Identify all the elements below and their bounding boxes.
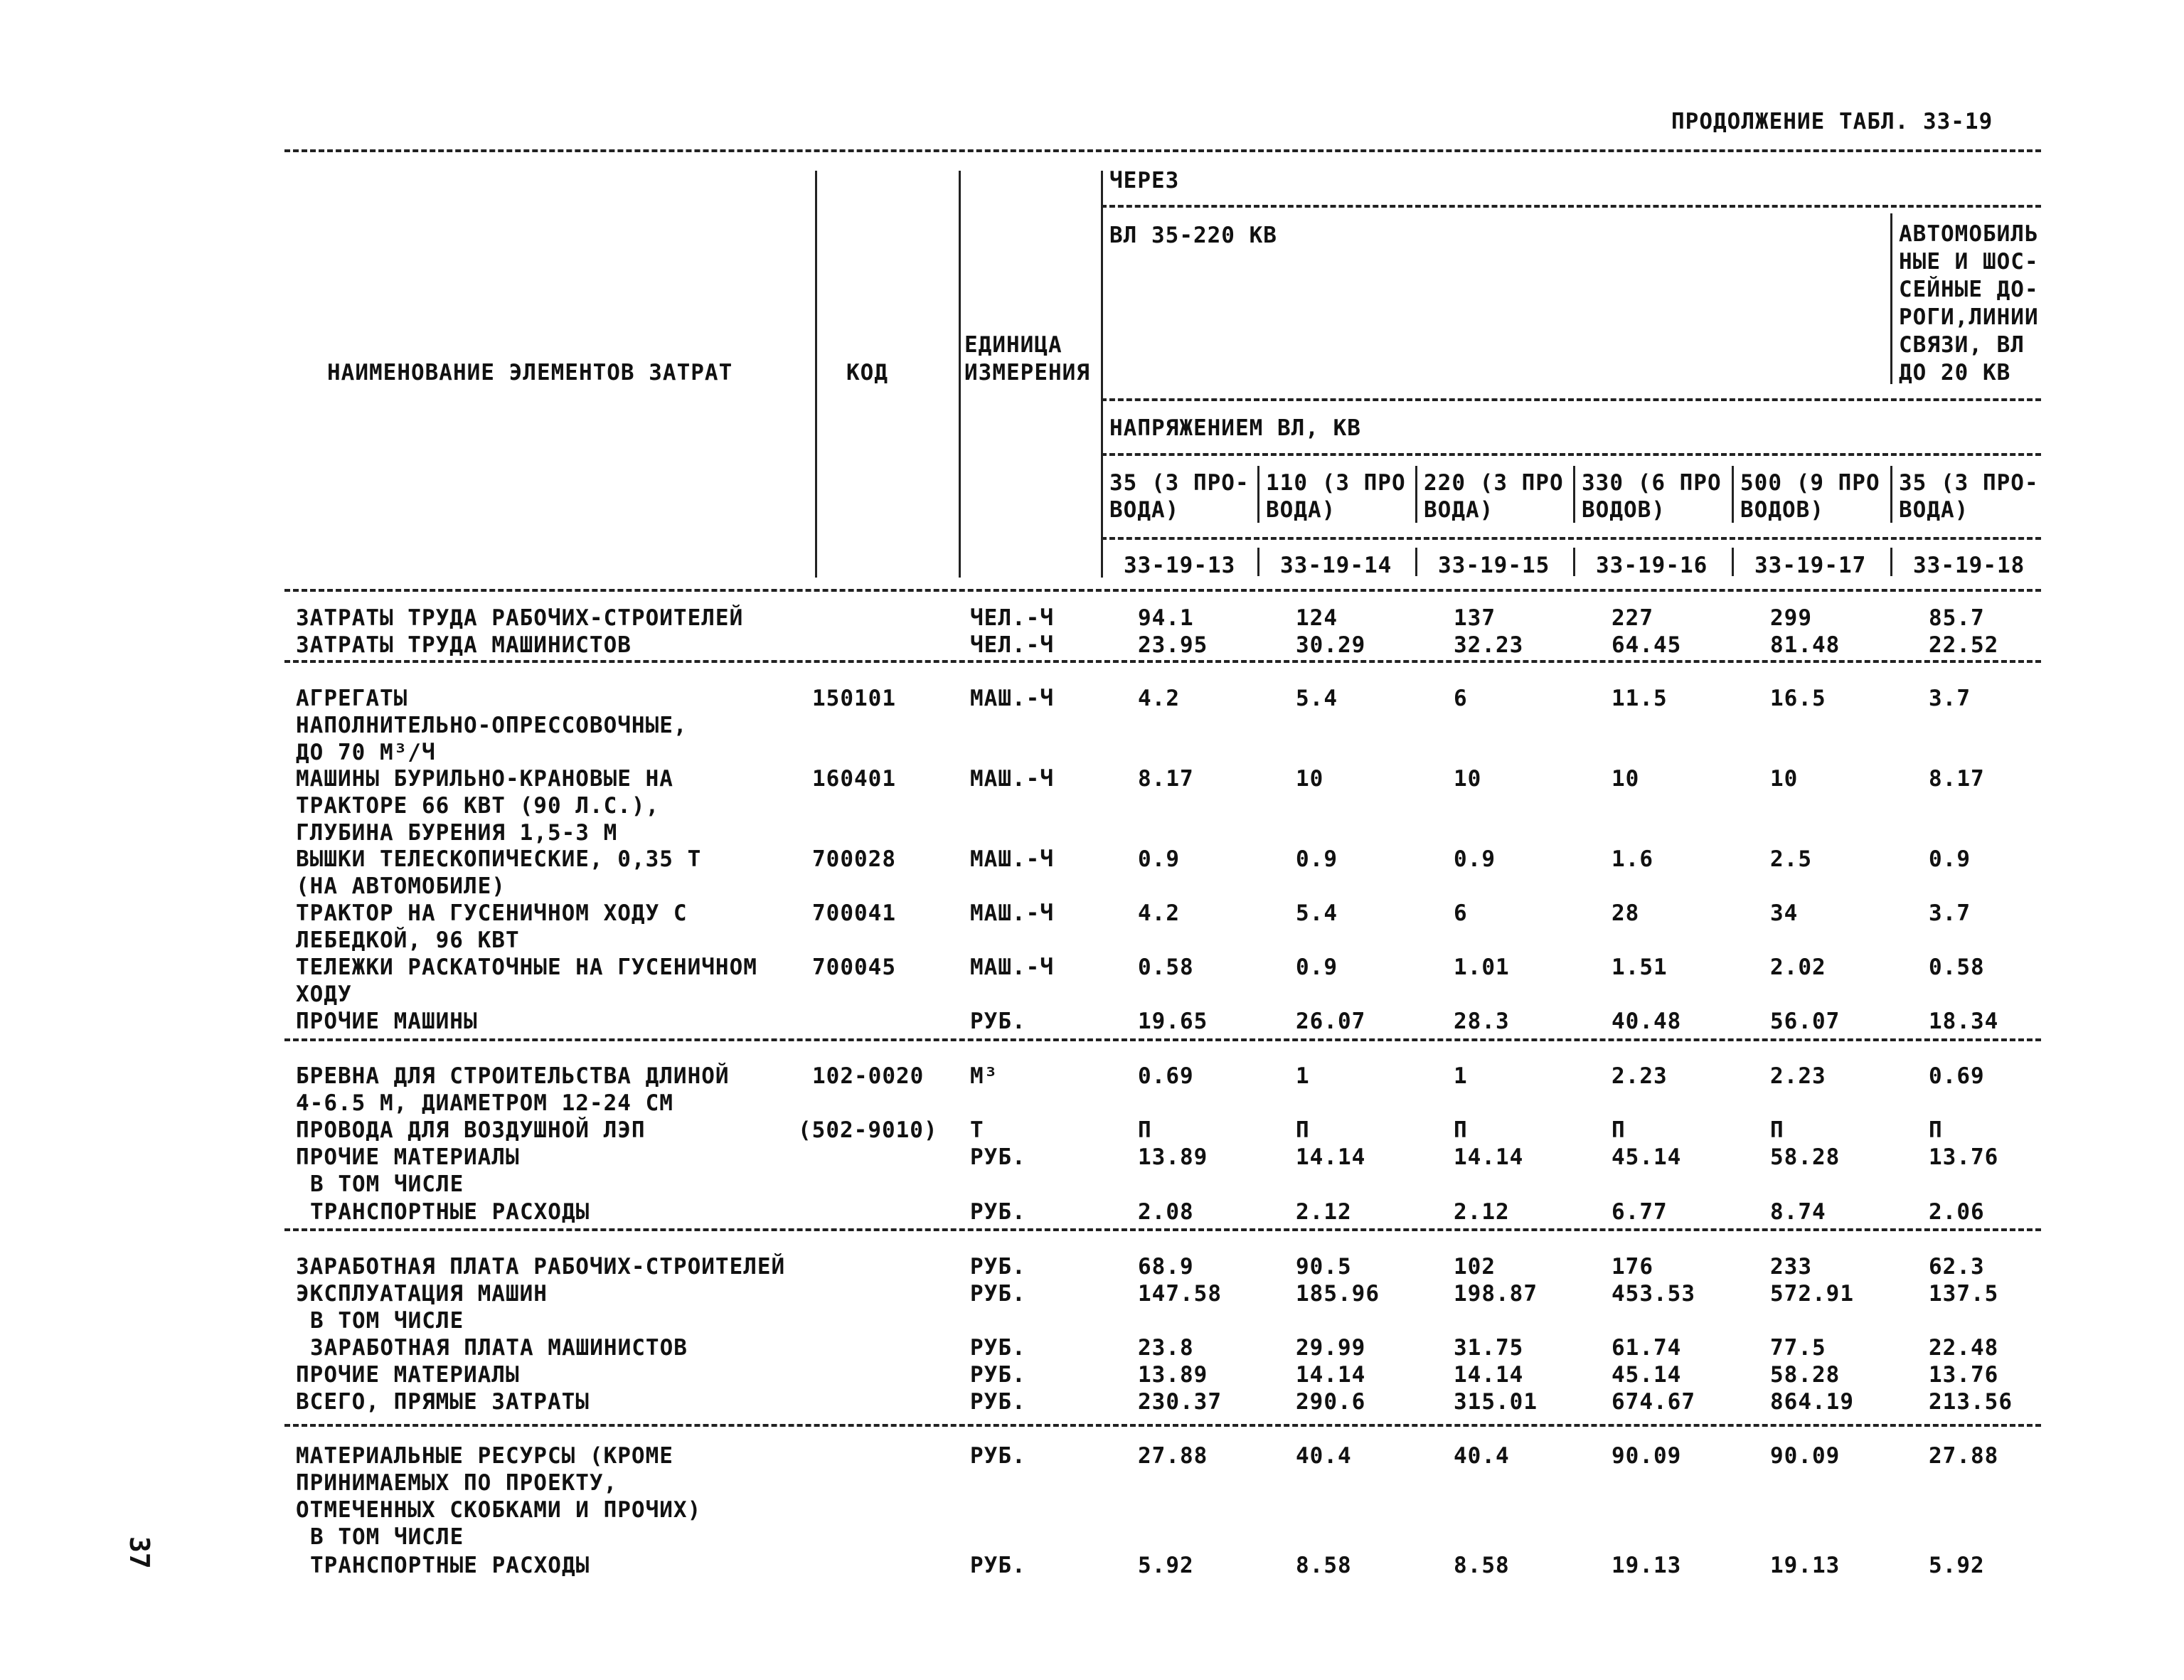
subcol-2-line2: ВОДА) xyxy=(1266,497,1336,523)
row-value: 22.48 xyxy=(1929,1335,1999,1361)
row-value: 61.74 xyxy=(1612,1335,1682,1361)
row-value: 85.7 xyxy=(1929,605,1985,631)
row-name-line: В ТОМ ЧИСЛЕ xyxy=(310,1171,464,1197)
header-roads-5: СВЯЗИ, ВЛ xyxy=(1899,332,2025,358)
page-number: 37 xyxy=(124,1536,155,1569)
row-value: 0.69 xyxy=(1138,1063,1194,1089)
row-value: 2.06 xyxy=(1929,1199,1985,1225)
row-value: 8.17 xyxy=(1929,766,1985,792)
header-roads-2: НЫЕ И ШОС- xyxy=(1899,249,2039,275)
row-unit: РУБ. xyxy=(970,1389,1026,1415)
row-name-line: ЛЕБЕДКОЙ, 96 КВТ xyxy=(296,927,520,953)
header-unit-1: ЕДИНИЦА xyxy=(964,332,1062,358)
row-value: 2.23 xyxy=(1770,1063,1826,1089)
header-roads-4: РОГИ,ЛИНИИ xyxy=(1899,304,2039,330)
row-code: 150101 xyxy=(812,686,896,711)
rule-header-1 xyxy=(1101,205,2041,208)
row-unit: МАШ.-Ч xyxy=(970,900,1054,926)
row-code: (502-9010) xyxy=(798,1117,938,1143)
row-name-line: ПРОЧИЕ МАШИНЫ xyxy=(296,1009,478,1034)
header-roads-1: АВТОМОБИЛЬ xyxy=(1899,221,2039,247)
row-value: 102 xyxy=(1454,1254,1496,1280)
row-value: 19.65 xyxy=(1138,1009,1208,1034)
row-value: 81.48 xyxy=(1770,632,1841,658)
row-value: 19.13 xyxy=(1612,1553,1682,1578)
row-value: 0.9 xyxy=(1296,846,1338,872)
row-name-line: 4-6.5 М, ДИАМЕТРОМ 12-24 СМ xyxy=(296,1090,673,1116)
row-value: 26.07 xyxy=(1296,1009,1366,1034)
header-voltage: НАПРЯЖЕНИЕМ ВЛ, КВ xyxy=(1109,415,1361,441)
row-value: 40.48 xyxy=(1612,1009,1682,1034)
col-code-5: 33-19-17 xyxy=(1754,553,1867,578)
row-value: 31.75 xyxy=(1454,1335,1524,1361)
row-value: 16.5 xyxy=(1770,686,1826,711)
rule-top xyxy=(284,149,2041,152)
row-value: 137 xyxy=(1454,605,1496,631)
row-code: 700041 xyxy=(812,900,896,926)
row-value: 23.95 xyxy=(1138,632,1208,658)
header-through: ЧЕРЕЗ xyxy=(1109,168,1180,193)
row-code: 160401 xyxy=(812,766,896,792)
row-value: 14.14 xyxy=(1296,1362,1366,1388)
row-value: 14.14 xyxy=(1454,1362,1524,1388)
row-unit: РУБ. xyxy=(970,1254,1026,1280)
row-value: 198.87 xyxy=(1454,1281,1538,1307)
col-code-2: 33-19-14 xyxy=(1280,553,1392,578)
row-value: 30.29 xyxy=(1296,632,1366,658)
row-name-line: ТЕЛЕЖКИ РАСКАТОЧНЫЕ НА ГУСЕНИЧНОМ xyxy=(296,955,757,980)
vline-sub-2 xyxy=(1415,466,1417,523)
rule-header-3 xyxy=(1101,453,2041,456)
row-value: 10 xyxy=(1296,766,1324,792)
row-value: 45.14 xyxy=(1612,1144,1682,1170)
subcol-3-line1: 220 (3 ПРО xyxy=(1424,470,1564,496)
row-unit: РУБ. xyxy=(970,1281,1026,1307)
row-value: 8.58 xyxy=(1454,1553,1510,1578)
row-value: 77.5 xyxy=(1770,1335,1826,1361)
row-value: 8.74 xyxy=(1770,1199,1826,1225)
row-value: 32.23 xyxy=(1454,632,1524,658)
row-value: П xyxy=(1770,1117,1784,1143)
row-name-line: ПРОЧИЕ МАТЕРИАЛЫ xyxy=(296,1144,520,1170)
row-value: 90.09 xyxy=(1770,1443,1841,1469)
row-code: 700045 xyxy=(812,955,896,980)
row-value: 1.6 xyxy=(1612,846,1653,872)
row-value: П xyxy=(1454,1117,1468,1143)
vline-sub-5 xyxy=(1890,466,1892,523)
row-value: 147.58 xyxy=(1138,1281,1222,1307)
rule-header-4 xyxy=(1101,537,2041,540)
row-value: 5.4 xyxy=(1296,900,1338,926)
row-value: 22.52 xyxy=(1929,632,1999,658)
subcol-6-line2: ВОДА) xyxy=(1899,497,1969,523)
row-value: 137.5 xyxy=(1929,1281,1999,1307)
row-value: 6 xyxy=(1454,900,1468,926)
row-unit: РУБ. xyxy=(970,1443,1026,1469)
row-value: 8.17 xyxy=(1138,766,1194,792)
row-name-line: МАШИНЫ БУРИЛЬНО-КРАНОВЫЕ НА xyxy=(296,766,673,792)
row-value: 864.19 xyxy=(1770,1389,1854,1415)
header-vl-group: ВЛ 35-220 КВ xyxy=(1109,223,1277,248)
row-unit: МАШ.-Ч xyxy=(970,686,1054,711)
row-name-line: ПРОВОДА ДЛЯ ВОЗДУШНОЙ ЛЭП xyxy=(296,1117,646,1143)
row-value: 2.5 xyxy=(1770,846,1812,872)
row-name-line: ТРАНСПОРТНЫЕ РАСХОДЫ xyxy=(310,1199,590,1225)
vline-values-left xyxy=(1101,171,1103,578)
row-value: 185.96 xyxy=(1296,1281,1380,1307)
row-value: 2.08 xyxy=(1138,1199,1194,1225)
row-unit: РУБ. xyxy=(970,1144,1026,1170)
row-value: 233 xyxy=(1770,1254,1812,1280)
row-value: 19.13 xyxy=(1770,1553,1841,1578)
subcol-2-line1: 110 (3 ПРО xyxy=(1266,470,1406,496)
row-value: 3.7 xyxy=(1929,686,1971,711)
row-name-line: АГРЕГАТЫ xyxy=(296,686,408,711)
row-name-line: БРЕВНА ДЛЯ СТРОИТЕЛЬСТВА ДЛИНОЙ xyxy=(296,1063,730,1089)
row-name-line: ПРОЧИЕ МАТЕРИАЛЫ xyxy=(296,1362,520,1388)
vline-code-5 xyxy=(1890,548,1892,576)
row-value: 58.28 xyxy=(1770,1362,1841,1388)
row-unit: РУБ. xyxy=(970,1335,1026,1361)
row-value: П xyxy=(1138,1117,1152,1143)
row-value: 45.14 xyxy=(1612,1362,1682,1388)
section-divider xyxy=(284,1038,2041,1041)
row-unit: М³ xyxy=(970,1063,998,1089)
continuation-label: ПРОДОЛЖЕНИЕ ТАБЛ. 33-19 xyxy=(1671,109,1993,134)
subcol-3-line2: ВОДА) xyxy=(1424,497,1494,523)
row-value: 40.4 xyxy=(1454,1443,1510,1469)
row-name-line: ВСЕГО, ПРЯМЫЕ ЗАТРАТЫ xyxy=(296,1389,590,1415)
row-unit: РУБ. xyxy=(970,1362,1026,1388)
row-unit: МАШ.-Ч xyxy=(970,766,1054,792)
row-value: 13.89 xyxy=(1138,1144,1208,1170)
row-value: 213.56 xyxy=(1929,1389,2013,1415)
row-name-line: (НА АВТОМОБИЛЕ) xyxy=(296,873,506,899)
row-name-line: ПРИНИМАЕМЫХ ПО ПРОЕКТУ, xyxy=(296,1470,618,1496)
row-value: 18.34 xyxy=(1929,1009,1999,1034)
section-divider xyxy=(284,1424,2041,1427)
row-value: 23.8 xyxy=(1138,1335,1194,1361)
header-roads-6: ДО 20 КВ xyxy=(1899,360,2011,386)
row-name-line: ТРАНСПОРТНЫЕ РАСХОДЫ xyxy=(310,1553,590,1578)
col-code-3: 33-19-15 xyxy=(1438,553,1550,578)
row-unit: МАШ.-Ч xyxy=(970,846,1054,872)
row-value: 10 xyxy=(1770,766,1799,792)
vline-roads xyxy=(1890,213,1892,384)
vline-code-1 xyxy=(1257,548,1259,576)
row-name-line: ОТМЕЧЕННЫХ СКОБКАМИ И ПРОЧИХ) xyxy=(296,1497,702,1523)
row-value: 1.51 xyxy=(1612,955,1668,980)
section-divider xyxy=(284,1228,2041,1231)
row-name-line: ЗАРАБОТНАЯ ПЛАТА РАБОЧИХ-СТРОИТЕЛЕЙ xyxy=(296,1254,786,1280)
vline-sub-3 xyxy=(1573,466,1575,523)
row-value: 5.92 xyxy=(1929,1553,1985,1578)
row-value: 4.2 xyxy=(1138,686,1180,711)
row-name-line: ТРАКТОРЕ 66 КВТ (90 Л.С.), xyxy=(296,793,660,819)
subcol-5-line1: 500 (9 ПРО xyxy=(1740,470,1880,496)
row-value: 4.2 xyxy=(1138,900,1180,926)
row-value: 27.88 xyxy=(1929,1443,1999,1469)
row-value: 0.9 xyxy=(1454,846,1496,872)
row-value: 6 xyxy=(1454,686,1468,711)
row-value: П xyxy=(1929,1117,1943,1143)
row-value: 13.89 xyxy=(1138,1362,1208,1388)
row-value: 3.7 xyxy=(1929,900,1971,926)
row-value: 299 xyxy=(1770,605,1812,631)
row-unit: МАШ.-Ч xyxy=(970,955,1054,980)
row-value: 2.02 xyxy=(1770,955,1826,980)
row-value: 6.77 xyxy=(1612,1199,1668,1225)
row-value: 10 xyxy=(1454,766,1482,792)
row-value: 64.45 xyxy=(1612,632,1682,658)
row-value: 0.69 xyxy=(1929,1063,1985,1089)
row-value: П xyxy=(1612,1117,1626,1143)
row-name-line: ХОДУ xyxy=(296,982,352,1007)
row-value: 227 xyxy=(1612,605,1653,631)
row-value: 0.58 xyxy=(1929,955,1985,980)
row-value: 453.53 xyxy=(1612,1281,1695,1307)
row-value: 0.9 xyxy=(1138,846,1180,872)
vline-code-3 xyxy=(1573,548,1575,576)
row-unit: РУБ. xyxy=(970,1009,1026,1034)
row-value: 674.67 xyxy=(1612,1389,1695,1415)
vline-code-left xyxy=(815,171,817,578)
subcol-1-line1: 35 (3 ПРО- xyxy=(1109,470,1250,496)
row-name-line: ДО 70 М³/Ч xyxy=(296,740,436,765)
row-unit: ЧЕЛ.-Ч xyxy=(970,605,1054,631)
subcol-4-line1: 330 (6 ПРО xyxy=(1582,470,1722,496)
row-value: 315.01 xyxy=(1454,1389,1538,1415)
vline-sub-1 xyxy=(1257,466,1259,523)
vline-sub-4 xyxy=(1732,466,1734,523)
row-value: 230.37 xyxy=(1138,1389,1222,1415)
vline-code-4 xyxy=(1732,548,1734,576)
rule-header-bottom xyxy=(284,589,2041,592)
row-value: 27.88 xyxy=(1138,1443,1208,1469)
header-unit-2: ИЗМЕРЕНИЯ xyxy=(964,360,1090,386)
row-name-line: НАПОЛНИТЕЛЬНО-ОПРЕССОВОЧНЫЕ, xyxy=(296,713,688,738)
row-value: 2.12 xyxy=(1296,1199,1352,1225)
row-name-line: ЗАРАБОТНАЯ ПЛАТА МАШИНИСТОВ xyxy=(310,1335,688,1361)
row-name-line: В ТОМ ЧИСЛЕ xyxy=(310,1308,464,1334)
row-name-line: ЗАТРАТЫ ТРУДА МАШИНИСТОВ xyxy=(296,632,632,658)
row-value: 10 xyxy=(1612,766,1640,792)
row-value: 62.3 xyxy=(1929,1254,1985,1280)
row-value: 1 xyxy=(1454,1063,1468,1089)
row-value: 14.14 xyxy=(1296,1144,1366,1170)
section-divider xyxy=(284,660,2041,663)
row-value: 0.9 xyxy=(1929,846,1971,872)
row-value: 58.28 xyxy=(1770,1144,1841,1170)
row-value: 0.9 xyxy=(1296,955,1338,980)
row-name-line: ЭКСПЛУАТАЦИЯ МАШИН xyxy=(296,1281,548,1307)
subcol-6-line1: 35 (3 ПРО- xyxy=(1899,470,2039,496)
row-value: 90.09 xyxy=(1612,1443,1682,1469)
subcol-4-line2: ВОДОВ) xyxy=(1582,497,1666,523)
header-roads-3: СЕЙНЫЕ ДО- xyxy=(1899,277,2039,302)
row-value: 68.9 xyxy=(1138,1254,1194,1280)
row-value: 1 xyxy=(1296,1063,1310,1089)
row-code: 700028 xyxy=(812,846,896,872)
row-value: 0.58 xyxy=(1138,955,1194,980)
header-name: НАИМЕНОВАНИЕ ЭЛЕМЕНТОВ ЗАТРАТ xyxy=(327,360,733,386)
row-value: 40.4 xyxy=(1296,1443,1352,1469)
row-value: 94.1 xyxy=(1138,605,1194,631)
col-code-4: 33-19-16 xyxy=(1596,553,1708,578)
subcol-5-line2: ВОДОВ) xyxy=(1740,497,1824,523)
row-value: 28 xyxy=(1612,900,1640,926)
col-code-6: 33-19-18 xyxy=(1913,553,2025,578)
row-value: 8.58 xyxy=(1296,1553,1352,1578)
row-value: 290.6 xyxy=(1296,1389,1366,1415)
row-value: 2.23 xyxy=(1612,1063,1668,1089)
row-value: 2.12 xyxy=(1454,1199,1510,1225)
row-value: 1.01 xyxy=(1454,955,1510,980)
row-value: 29.99 xyxy=(1296,1335,1366,1361)
row-value: 13.76 xyxy=(1929,1144,1999,1170)
row-name-line: МАТЕРИАЛЬНЫЕ РЕСУРСЫ (КРОМЕ xyxy=(296,1443,673,1469)
row-value: 90.5 xyxy=(1296,1254,1352,1280)
row-name-line: ГЛУБИНА БУРЕНИЯ 1,5-3 М xyxy=(296,820,618,846)
rule-header-2 xyxy=(1101,398,2041,401)
row-value: 5.4 xyxy=(1296,686,1338,711)
row-name-line: В ТОМ ЧИСЛЕ xyxy=(310,1524,464,1550)
row-value: 28.3 xyxy=(1454,1009,1510,1034)
row-value: 14.14 xyxy=(1454,1144,1524,1170)
row-name-line: ТРАКТОР НА ГУСЕНИЧНОМ ХОДУ С xyxy=(296,900,688,926)
col-code-1: 33-19-13 xyxy=(1124,553,1236,578)
row-name-line: ЗАТРАТЫ ТРУДА РАБОЧИХ-СТРОИТЕЛЕЙ xyxy=(296,605,744,631)
subcol-1-line2: ВОДА) xyxy=(1109,497,1180,523)
row-unit: РУБ. xyxy=(970,1553,1026,1578)
row-code: 102-0020 xyxy=(812,1063,925,1089)
row-value: 34 xyxy=(1770,900,1799,926)
row-value: 176 xyxy=(1612,1254,1653,1280)
row-value: 572.91 xyxy=(1770,1281,1854,1307)
row-value: 13.76 xyxy=(1929,1362,1999,1388)
row-value: П xyxy=(1296,1117,1310,1143)
row-unit: Т xyxy=(970,1117,984,1143)
row-unit: РУБ. xyxy=(970,1199,1026,1225)
row-value: 11.5 xyxy=(1612,686,1668,711)
row-unit: ЧЕЛ.-Ч xyxy=(970,632,1054,658)
vline-unit-left xyxy=(959,171,961,578)
header-code: КОД xyxy=(846,360,888,386)
row-value: 124 xyxy=(1296,605,1338,631)
row-name-line: ВЫШКИ ТЕЛЕСКОПИЧЕСКИЕ, 0,35 Т xyxy=(296,846,702,872)
row-value: 56.07 xyxy=(1770,1009,1841,1034)
vline-code-2 xyxy=(1415,548,1417,576)
row-value: 5.92 xyxy=(1138,1553,1194,1578)
